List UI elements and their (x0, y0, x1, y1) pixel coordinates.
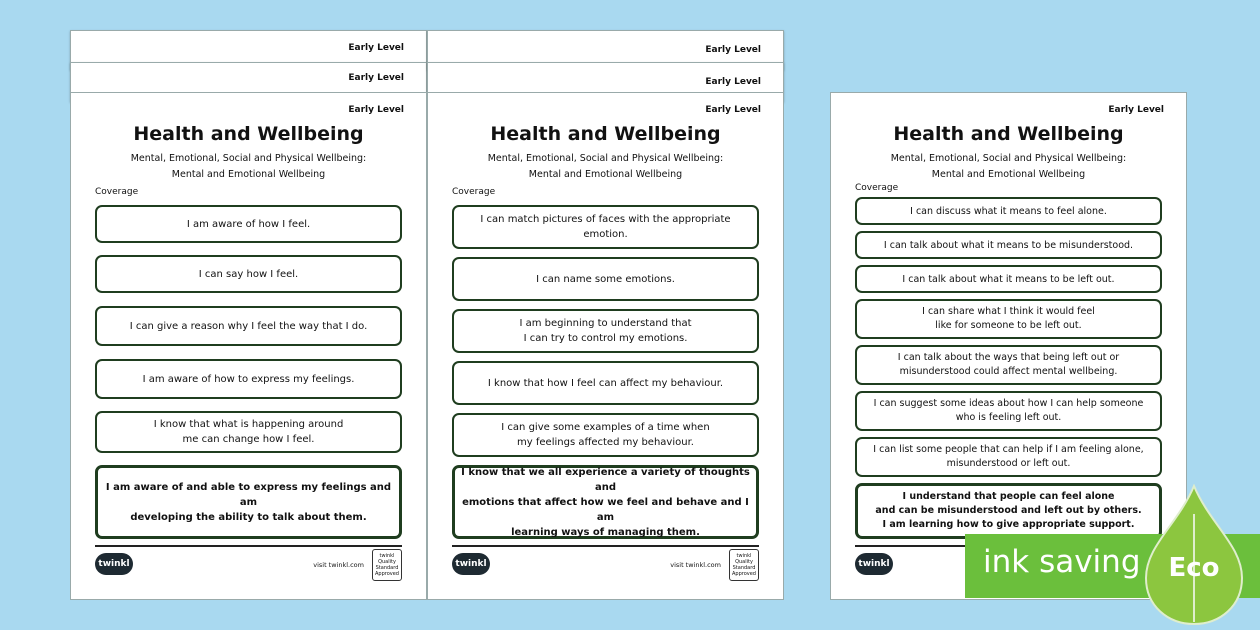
subtitle: Mental, Emotional, Social and Physical Wellbeing: (487, 153, 724, 164)
coverage-label: Coverage (855, 183, 899, 193)
page-title: Health and Wellbeing (893, 123, 1124, 145)
subtitle: Mental and Emotional Wellbeing (931, 169, 1086, 180)
level-label: Early Level (1108, 105, 1164, 115)
statement-box: I am aware of how I feel. (95, 205, 402, 243)
statement-box: I can list some people that can help if I am feeling alone, misunderstood or left out. (855, 437, 1162, 477)
level-label: Early Level (705, 105, 761, 115)
statement-box: I can give a reason why I feel the way that I do. (95, 306, 402, 346)
statement-box: I can talk about the ways that being left out or misunderstood could affect mental wellbeing. (855, 345, 1162, 385)
summary-statement-box: I am aware of and able to express my feelings and am developing the ability to talk about them. (95, 465, 402, 539)
visit-link-text: visit twinkl.com (313, 561, 364, 569)
statement-box: I know that how I feel can affect my behaviour. (452, 361, 759, 405)
statement-box: I am beginning to understand that I can try to control my emotions. (452, 309, 759, 353)
level-label: Early Level (705, 77, 761, 87)
eco-badge-label: Eco (1168, 553, 1220, 583)
level-label: Early Level (348, 73, 404, 83)
summary-statement-box: I know that we all experience a variety of thoughts and emotions that affect how we feel and behave and I am learning ways of managing them. (452, 465, 759, 539)
quality-badge: twinkl Quality Standard Approved (372, 549, 402, 581)
subtitle: Mental and Emotional Wellbeing (171, 169, 326, 180)
statement-box: I can talk about what it means to be left out. (855, 265, 1162, 293)
statement-box: I can match pictures of faces with the appropriate emotion. (452, 205, 759, 249)
twinkl-logo: twinkl (452, 553, 490, 575)
twinkl-logo: twinkl (95, 553, 133, 575)
worksheet-page-3 (830, 92, 1187, 600)
eco-leaf-icon (1138, 484, 1250, 630)
quality-badge: twinkl Quality Standard Approved (729, 549, 759, 581)
statement-box: I am aware of how to express my feelings. (95, 359, 402, 399)
statement-box: I can discuss what it means to feel alone. (855, 197, 1162, 225)
statement-box: I can suggest some ideas about how I can help someone who is feeling left out. (855, 391, 1162, 431)
subtitle: Mental and Emotional Wellbeing (528, 169, 683, 180)
footer-rule (95, 545, 402, 547)
subtitle: Mental, Emotional, Social and Physical Wellbeing: (890, 153, 1127, 164)
statement-box: I can share what I think it would feel like for someone to be left out. (855, 299, 1162, 339)
statement-box: I know that what is happening around me can change how I feel. (95, 411, 402, 453)
twinkl-logo: twinkl (855, 553, 893, 575)
visit-link-text: visit twinkl.com (670, 561, 721, 569)
coverage-label: Coverage (452, 187, 496, 197)
worksheet-page-2 (427, 92, 784, 600)
ink-saving-label: ink saving (983, 544, 1141, 580)
coverage-label: Coverage (95, 187, 139, 197)
level-label: Early Level (348, 43, 404, 53)
statement-box: I can say how I feel. (95, 255, 402, 293)
footer-rule (452, 545, 759, 547)
level-label: Early Level (348, 105, 404, 115)
level-label: Early Level (705, 45, 761, 55)
page-title: Health and Wellbeing (490, 123, 721, 145)
subtitle: Mental, Emotional, Social and Physical Wellbeing: (130, 153, 367, 164)
statement-box: I can talk about what it means to be misunderstood. (855, 231, 1162, 259)
statement-box: I can give some examples of a time when my feelings affected my behaviour. (452, 413, 759, 457)
summary-statement-box: I understand that people can feel alone and can be misunderstood and left out by others. I am learning how to give appropriate support. (855, 483, 1162, 539)
worksheet-page-1 (70, 92, 427, 600)
page-title: Health and Wellbeing (133, 123, 364, 145)
statement-box: I can name some emotions. (452, 257, 759, 301)
